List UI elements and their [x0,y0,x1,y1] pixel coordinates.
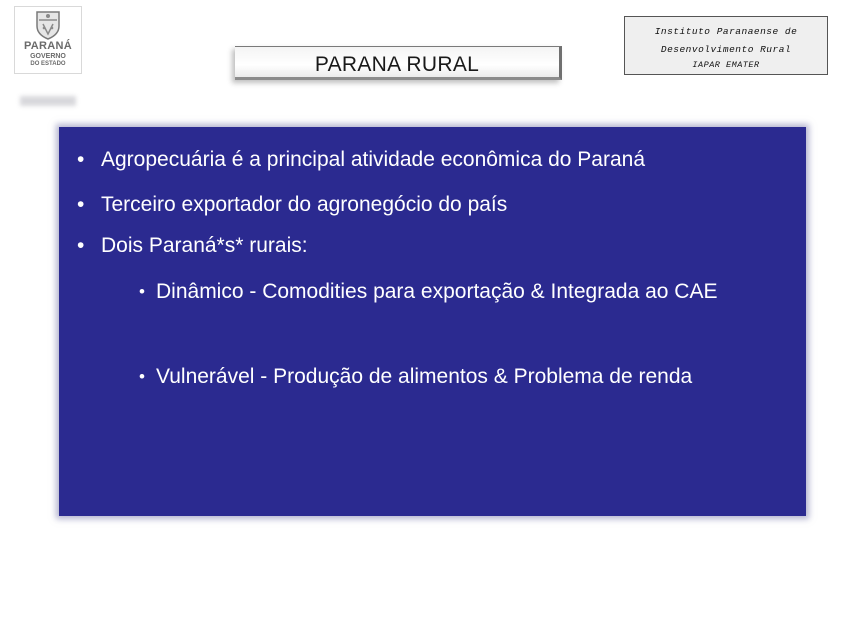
title-banner [235,46,562,80]
slide-title: PARANA RURAL [314,53,480,76]
logo-shadow [20,96,76,106]
sub-bullet-item [139,356,796,398]
bullet-item [77,193,801,217]
logo-state-label: DO ESTADO [30,61,66,67]
bullet-dot: • [77,234,85,257]
institution-line-3: IAPAR EMATER [692,60,760,70]
bullet-text: Agropecuária é a principal atividade econômica do Paraná [101,148,646,171]
bullet-dot: • [77,148,85,171]
sub-bullet-text: Vulnerável - Produção de alimentos & Problema de renda [156,365,693,388]
sub-bullet-item [139,271,796,313]
bullet-item [77,148,801,172]
sub-bullet-text: Dinâmico - Comodities para exportação & Integrada ao CAE [156,280,718,303]
logo-state-name: PARANÁ [23,40,73,52]
bullet-dot: • [77,193,85,216]
institution-line-1: Instituto Paranaense de [654,26,798,37]
sub-bullet-dot: • [139,282,145,301]
parana-government-logo [14,6,82,74]
logo-government-label: GOVERNO [30,53,66,60]
bullet-item [77,234,801,258]
sub-bullet-dot: • [139,367,145,386]
coat-of-arms-icon [35,10,61,40]
bullet-text: Terceiro exportador do agronegócio do país [101,193,508,216]
institution-box [624,16,828,75]
bullet-text: Dois Paraná*s* rurais: [101,234,308,257]
content-panel [59,127,806,516]
institution-line-2: Desenvolvimento Rural [660,44,792,55]
